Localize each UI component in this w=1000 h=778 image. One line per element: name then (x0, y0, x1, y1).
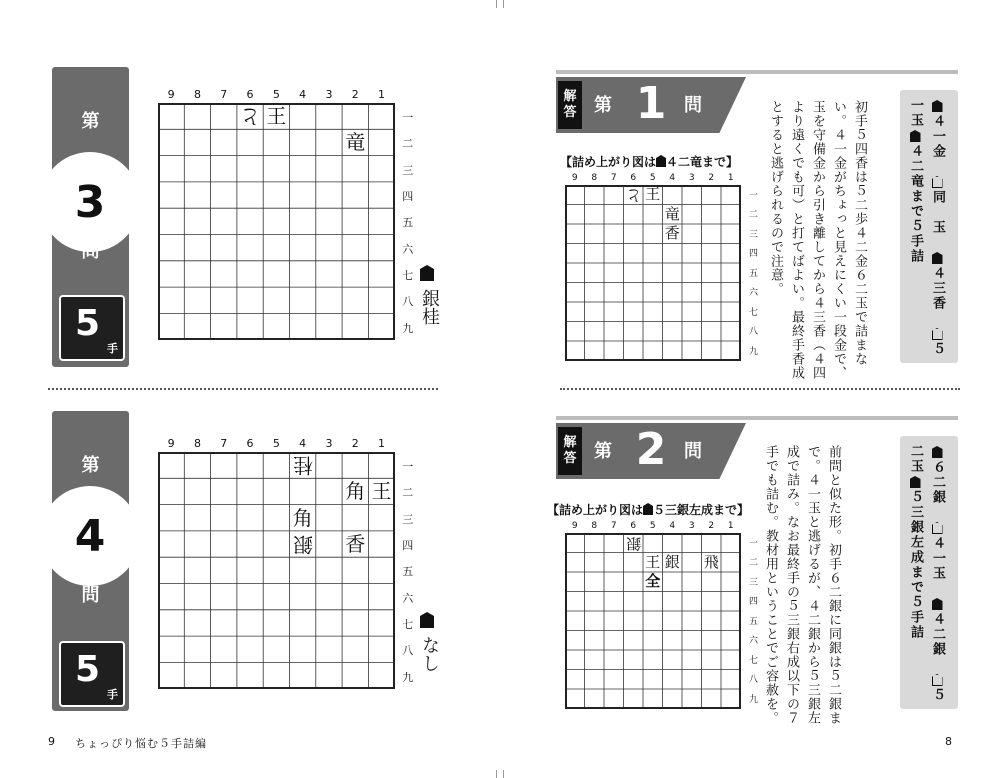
black-piece-icon (656, 155, 666, 167)
column-label: 6 (630, 521, 637, 531)
white-piece-icon (932, 328, 943, 340)
column-label: 7 (610, 521, 617, 531)
column-label: 1 (727, 173, 734, 183)
column-label: 8 (591, 521, 598, 531)
black-piece-icon (643, 503, 653, 515)
move-count-badge (59, 295, 125, 361)
player-piece: 王 (645, 552, 661, 571)
row-label: 七 (748, 655, 758, 666)
opponent-piece: 銀 (625, 534, 641, 553)
gutter-tick (496, 0, 497, 8)
move-count-suffix: 手 (107, 342, 118, 355)
column-label: 2 (708, 173, 715, 183)
answer-2-caption: 【詰め上がり図は ５三銀左成まで】 (547, 503, 750, 517)
opponent-piece: と (625, 186, 641, 205)
answer-1-banner (556, 77, 756, 133)
row-label: 九 (402, 670, 414, 684)
row-label: 九 (748, 694, 758, 705)
player-piece: 銀 (664, 552, 680, 571)
column-label: 8 (193, 437, 201, 450)
row-label: 一 (748, 538, 758, 549)
row-label: 八 (402, 644, 414, 658)
row-label: 二 (402, 137, 414, 151)
row-label: 五 (748, 616, 758, 627)
shogi-board (158, 452, 395, 689)
row-label: 八 (748, 327, 758, 338)
opponent-piece: 桂 (292, 453, 313, 478)
player-piece: 全 (645, 572, 661, 591)
problem-label: 第 (81, 455, 100, 476)
row-label: 七 (748, 307, 758, 318)
move-text: ４一玉 (930, 536, 945, 596)
row-label: 三 (402, 163, 414, 177)
answer-dai: 第 (594, 441, 612, 462)
black-piece-icon (932, 100, 943, 112)
board-grid (567, 187, 739, 359)
explanation-text: で詰まない。 (831, 100, 867, 366)
shogi-board (158, 103, 395, 340)
explanation-text: ５四香は (852, 128, 867, 184)
shogi-board (565, 533, 741, 709)
black-piece-icon (910, 130, 921, 142)
row-label: 七 (402, 268, 414, 282)
column-label: 1 (727, 521, 734, 531)
column-label: 3 (688, 521, 695, 531)
black-hand-icon (420, 612, 434, 628)
row-label: 五 (402, 565, 414, 579)
row-label: 九 (748, 346, 758, 357)
row-label: 五 (402, 216, 414, 230)
row-label: 八 (748, 675, 758, 686)
shogi-board (565, 185, 741, 361)
row-label: 六 (748, 288, 758, 299)
problem-suffix: 問 (81, 241, 100, 262)
explanation-text: ４一金がちょっと見えにくい (831, 128, 846, 310)
column-label: 3 (325, 88, 333, 101)
row-label: 八 (402, 295, 414, 309)
column-label: 7 (220, 437, 228, 450)
answer-2-banner (556, 423, 756, 479)
column-label: 4 (669, 521, 676, 531)
row-label: 三 (748, 577, 758, 588)
row-label: 七 (402, 617, 414, 631)
row-label: 一 (402, 460, 414, 474)
white-piece-icon (932, 522, 943, 534)
row-label: 四 (402, 539, 414, 553)
explanation-text: 初手 (852, 100, 867, 128)
banner-rule (556, 70, 958, 74)
divider-left (48, 388, 438, 390)
explanation-text: ４三香（４四より遠くでも可）と打てばよい。 (789, 100, 825, 380)
column-label: 6 (630, 173, 637, 183)
player-piece: 竜 (664, 204, 680, 223)
black-piece-icon (910, 476, 921, 488)
explanation-text: 最終手香成とすると逃げられるので注意。 (768, 100, 804, 380)
row-label: 四 (748, 249, 758, 260)
row-label: 九 (402, 321, 414, 335)
opponent-piece: と (240, 104, 261, 129)
column-label: 5 (272, 88, 280, 101)
row-label: 四 (402, 190, 414, 204)
player-piece: 王 (371, 479, 392, 504)
move-count-suffix: 手 (107, 688, 118, 701)
column-label: 5 (649, 173, 656, 183)
move-text: ６二銀 (930, 460, 945, 520)
move-text: ５三銀左成まで５手詰 (908, 490, 923, 640)
explanation-text: ５三銀左成で詰み。なお最終手の (784, 445, 820, 725)
problem-label: 第 (81, 111, 100, 132)
opponent-piece: 銀 (292, 532, 313, 557)
row-label: 六 (402, 591, 414, 605)
column-label: 4 (669, 173, 676, 183)
move-text: ５二玉 (908, 444, 945, 703)
white-piece-icon (932, 176, 943, 188)
answer-1-explanation (765, 100, 870, 390)
explanation-text: 前問と似た形。初手 (826, 445, 841, 571)
explanation-text: ４二金 (852, 226, 867, 268)
player-piece: 王 (266, 104, 287, 129)
white-piece-icon (932, 674, 943, 686)
row-label: 二 (748, 558, 758, 569)
answer-label: 解 答 (558, 81, 582, 129)
move-text: ４三香 (930, 266, 945, 326)
column-label: 8 (193, 88, 201, 101)
explanation-text: ５二歩 (852, 184, 867, 226)
explanation-text: ６二玉 (852, 268, 867, 310)
row-label: 一 (402, 111, 414, 125)
black-piece-icon (932, 252, 943, 264)
answer-mon: 問 (684, 441, 702, 462)
column-label: 6 (246, 437, 254, 450)
black-piece-icon (932, 446, 943, 458)
row-label: 三 (748, 229, 758, 240)
footer-right-page: 8 (945, 735, 952, 748)
problem-suffix: 問 (81, 585, 100, 606)
column-label: 2 (351, 88, 359, 101)
problem-3-tab (52, 67, 129, 367)
answer-2-moves (904, 444, 948, 704)
explanation-text: 一段金で、玉を守備金から引き離してから (810, 100, 846, 380)
answer-1-moves (904, 98, 948, 358)
gutter-tick (496, 770, 497, 778)
column-label: 6 (246, 88, 254, 101)
column-label: 1 (378, 88, 386, 101)
footer-left-page: 9 (48, 735, 55, 748)
player-piece: 王 (645, 185, 661, 204)
black-piece-icon (932, 598, 943, 610)
explanation-text: ６二銀に (826, 571, 841, 627)
player-piece: 竜 (345, 130, 366, 155)
column-label: 4 (299, 437, 307, 450)
column-label: 1 (378, 437, 386, 450)
pieces-in-hand: なし (419, 636, 440, 672)
explanation-text: ４二銀から (805, 599, 820, 669)
column-label: 7 (610, 173, 617, 183)
column-label: 2 (708, 521, 715, 531)
answer-1-caption: 【詰め上がり図は ４二竜まで】 (560, 155, 739, 169)
column-label: 5 (649, 521, 656, 531)
row-label: 四 (748, 597, 758, 608)
divider-right (560, 388, 960, 390)
gutter-tick (503, 770, 504, 778)
row-label: 六 (402, 242, 414, 256)
banner-rule (556, 416, 958, 420)
player-piece: 香 (664, 224, 680, 243)
problem-number: 4 (40, 486, 140, 586)
answer-number: 2 (635, 424, 667, 475)
player-piece: 角 (292, 505, 313, 530)
move-text: ４一金 (930, 114, 945, 174)
column-label: 3 (688, 173, 695, 183)
problem-4-tab (52, 411, 129, 711)
move-text: ４二銀 (930, 612, 945, 672)
explanation-text: ４一玉と逃げるが、 (805, 473, 820, 599)
column-label: 2 (351, 437, 359, 450)
row-label: 二 (402, 486, 414, 500)
column-label: 9 (167, 437, 175, 450)
gutter-tick (503, 0, 504, 8)
explanation-text: ５二銀まで。 (805, 445, 841, 725)
column-label: 7 (220, 88, 228, 101)
answer-2-explanation (760, 445, 844, 725)
black-hand-icon (420, 265, 434, 281)
row-label: 三 (402, 512, 414, 526)
move-text: ５一玉 (908, 98, 945, 357)
move-count-badge (59, 641, 125, 707)
column-label: 9 (571, 521, 578, 531)
column-label: 9 (571, 173, 578, 183)
row-label: 六 (748, 636, 758, 647)
answer-number: 1 (635, 78, 667, 129)
row-label: 五 (748, 268, 758, 279)
player-piece: 飛 (703, 552, 719, 571)
answer-mon: 問 (684, 95, 702, 116)
row-label: 一 (748, 190, 758, 201)
column-label: 5 (272, 437, 280, 450)
move-count: 5 (75, 303, 101, 344)
column-label: 3 (325, 437, 333, 450)
move-count: 5 (75, 649, 101, 690)
explanation-text: ５三銀右成以下の７手でも詰む。教材用ということでご容赦を。 (763, 445, 799, 725)
move-text: 同 玉 (930, 190, 945, 250)
answer-dai: 第 (594, 95, 612, 116)
problem-number: 3 (40, 152, 140, 252)
footer-book-title: ちょっぴり悩む５手詰編 (75, 737, 207, 750)
column-label: 8 (591, 173, 598, 183)
explanation-text: 同銀は (826, 627, 841, 669)
move-text: ４二竜まで５手詰 (908, 144, 923, 264)
column-label: 4 (299, 88, 307, 101)
player-piece: 香 (345, 532, 366, 557)
column-label: 9 (167, 88, 175, 101)
answer-label: 解 答 (558, 427, 582, 475)
player-piece: 角 (345, 479, 366, 504)
pieces-in-hand: 銀桂 (419, 289, 440, 325)
row-label: 二 (748, 210, 758, 221)
